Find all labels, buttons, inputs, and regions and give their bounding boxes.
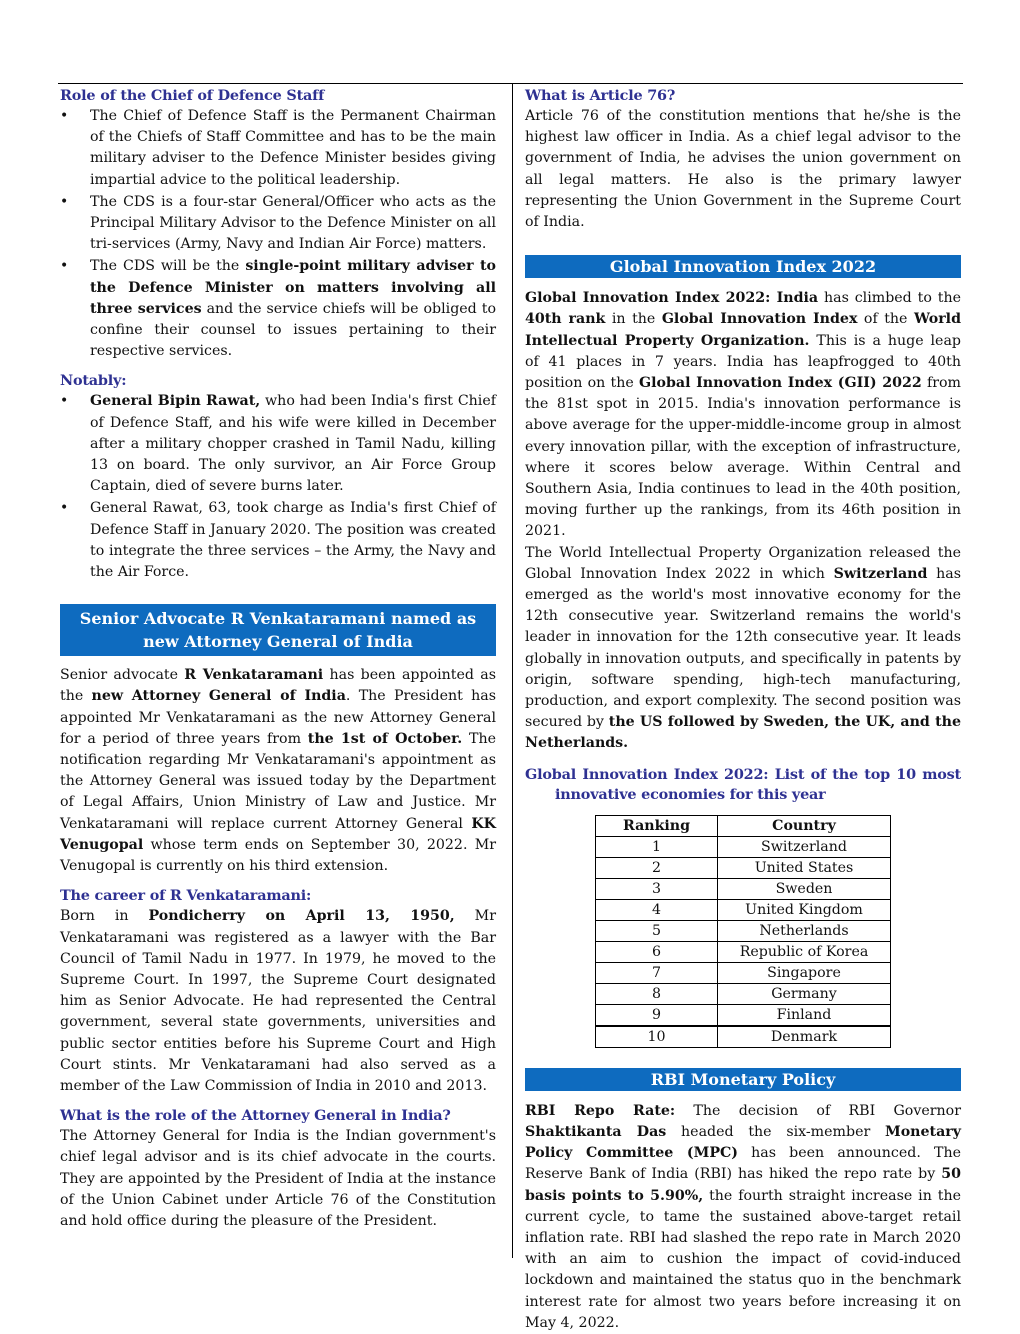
rbi-banner: RBI Monetary Policy	[525, 1068, 961, 1091]
column-header-country: Country	[718, 815, 891, 836]
ag-role-heading: What is the role of the Attorney General in India?	[60, 1107, 451, 1125]
table-row: 7 Singapore	[596, 962, 891, 983]
cds-heading: Role of the Chief of Defence Staff	[60, 87, 325, 104]
table-row: 8 Germany	[596, 983, 891, 1004]
gii-banner: Global Innovation Index 2022	[525, 255, 961, 278]
rbi-paragraph: RBI Repo Rate: The decision of RBI Governor Shaktikanta Das headed the six-member Monetary Policy Committee (MPC) has been announced. The Reserve Bank of India (RBI) has hiked the repo rate by 50 basis points to 5.90%, the fourth straight increase in the current cycle, to tame the sustained above-target retail inflation rate. RBI had slashed the repo rate in March 2020 with an aim to cushion the impact of covid-induced lockdown and maintained the status quo in the benchmark interest rate for almost two years before increasing it on May 4, 2022.	[525, 1102, 962, 1331]
table-row: 2 United States	[596, 857, 891, 878]
gii-ranking-table	[595, 815, 891, 1048]
article76-paragraph: Article 76 of the constitution mentions that he/she is the highest law officer in India. As a chief legal advisor to the government of India, he advises the union government on all legal matters. He also is the primary lawyer representing the Union Government in the Supreme Court of India.	[525, 108, 961, 231]
table-row: 3 Sweden	[596, 878, 891, 899]
bullet-icon: •	[60, 258, 69, 275]
bullet-icon: •	[60, 393, 69, 410]
ag-banner: Senior Advocate R Venkataramani named as new Attorney General of India	[60, 604, 496, 656]
gii-list-heading: Global Innovation Index 2022: List of the top 10 most innovative economies for this year	[525, 765, 961, 803]
list-item: • The CDS is a four-star General/Officer who acts as the Principal Military Advisor to the Defence Minister on all tri-services (Army, Navy and Indian Air Force) matters.	[60, 193, 496, 253]
list-item: • General Bipin Rawat, who had been India's first Chief of Defence Staff, and his wife were killed in December after a military chopper crashed in Tamil Nadu, killing 13 on board. The only survivor, an Air Force Group Captain, died of severe burns later.	[60, 393, 496, 495]
ag-role-paragraph: The Attorney General for India is the Indian government's chief legal advisor and is its chief advocate in the courts. They are appointed by the President of India at the instance of the Union Cabinet under Article 76 of the Constitution and hold office during the pleasure of the President.	[60, 1128, 496, 1229]
career-heading: The career of R Venkataramani:	[60, 887, 312, 905]
column-divider	[512, 83, 513, 1258]
list-item: • The CDS will be the single-point military adviser to the Defence Minister on matters involving all three services and the service chiefs will be obliged to confine their counsel to issues pertaining to their respective services.	[60, 258, 496, 360]
table-row: 6 Republic of Korea	[596, 941, 891, 962]
career-paragraph: Born in Pondicherry on April 13, 1950, Mr Venkataramani was registered as a lawyer with the Bar Council of Tamil Nadu in 1977. In 1979, he moved to the Supreme Court. In 1997, the Supreme Court designated him as Senior Advocate. He had represented the Central government, several state governments, universities and public sector entities before his Supreme Court and High Court stints. Mr Venkataramani had also served as a member of the Law Commission of India in 2010 and 2013.	[60, 908, 496, 1094]
table-row: 5 Netherlands	[596, 920, 891, 941]
table-row: 1 Switzerland	[596, 836, 891, 857]
left-column	[60, 86, 496, 1232]
table-row: 9 Finland	[596, 1004, 891, 1026]
list-item: • The Chief of Defence Staff is the Permanent Chairman of the Chiefs of Staff Committee and has to be the main military adviser to the Defence Minister besides giving impartial advice to the political leadership.	[60, 108, 496, 188]
notably-heading: Notably:	[60, 372, 127, 390]
gii-paragraph-2: The World Intellectual Property Organization released the Global Innovation Index 2022 in which Switzerland has emerged as the world's most innovative economy for the 12th consecutive year. Switzerland remains the world's leader in innovation for the 12th consecutive year. It leads globally in innovation outputs, and specifically in patents by origin, software spending, high-tech manufacturing, production, and export complexity. The second position was secured by the US followed by Sweden, the UK, and the Netherlands.	[525, 544, 962, 752]
bullet-icon: •	[60, 193, 69, 210]
top-rule	[58, 83, 963, 84]
table-row: 10 Denmark	[596, 1026, 891, 1048]
table-header-row	[596, 815, 891, 836]
bullet-icon: •	[60, 500, 69, 517]
article76-heading: What is Article 76?	[525, 87, 676, 104]
gii-paragraph-1: Global Innovation Index 2022: India has climbed to the 40th rank in the Global Innovation Index of the World Intellectual Property Organization. This is a huge leap of 41 places in 7 years. India has leapfrogged to 40th position on the Global Innovation Index (GII) 2022 from the 81st spot in 2015. India's innovation performance is above average for the upper-middle-income group in almost every innovation pillar, with the exception of infrastructure, where it scores below average. Within Central and Southern Asia, India continues to lead in the 40th position, moving further up the rankings, from its 46th position in 2021.	[525, 290, 962, 540]
list-item: • General Rawat, 63, took charge as India's first Chief of Defence Staff in January 2020. The position was created to integrate the three services – the Army, the Navy and the Air Force.	[60, 500, 496, 581]
bullet-icon: •	[60, 108, 69, 124]
right-column	[525, 86, 961, 1334]
ag-paragraph: Senior advocate R Venkataramani has been appointed as the new Attorney General of India. The President has appointed Mr Venkataramani as the new Attorney General for a period of three years from the 1st of October. The notification regarding Mr Venkataramani's appointment as the Attorney General was issued today by the Department of Legal Affairs, Union Ministry of Law and Justice. Mr Venkataramani will replace current Attorney General KK Venugopal whose term ends on September 30, 2022. Mr Venugopal is currently on his third extension.	[60, 667, 497, 875]
table-row: 4 United Kingdom	[596, 899, 891, 920]
cds-bullet-list	[60, 106, 496, 362]
column-header-ranking: Ranking	[596, 815, 718, 836]
notably-bullet-list	[60, 391, 496, 583]
